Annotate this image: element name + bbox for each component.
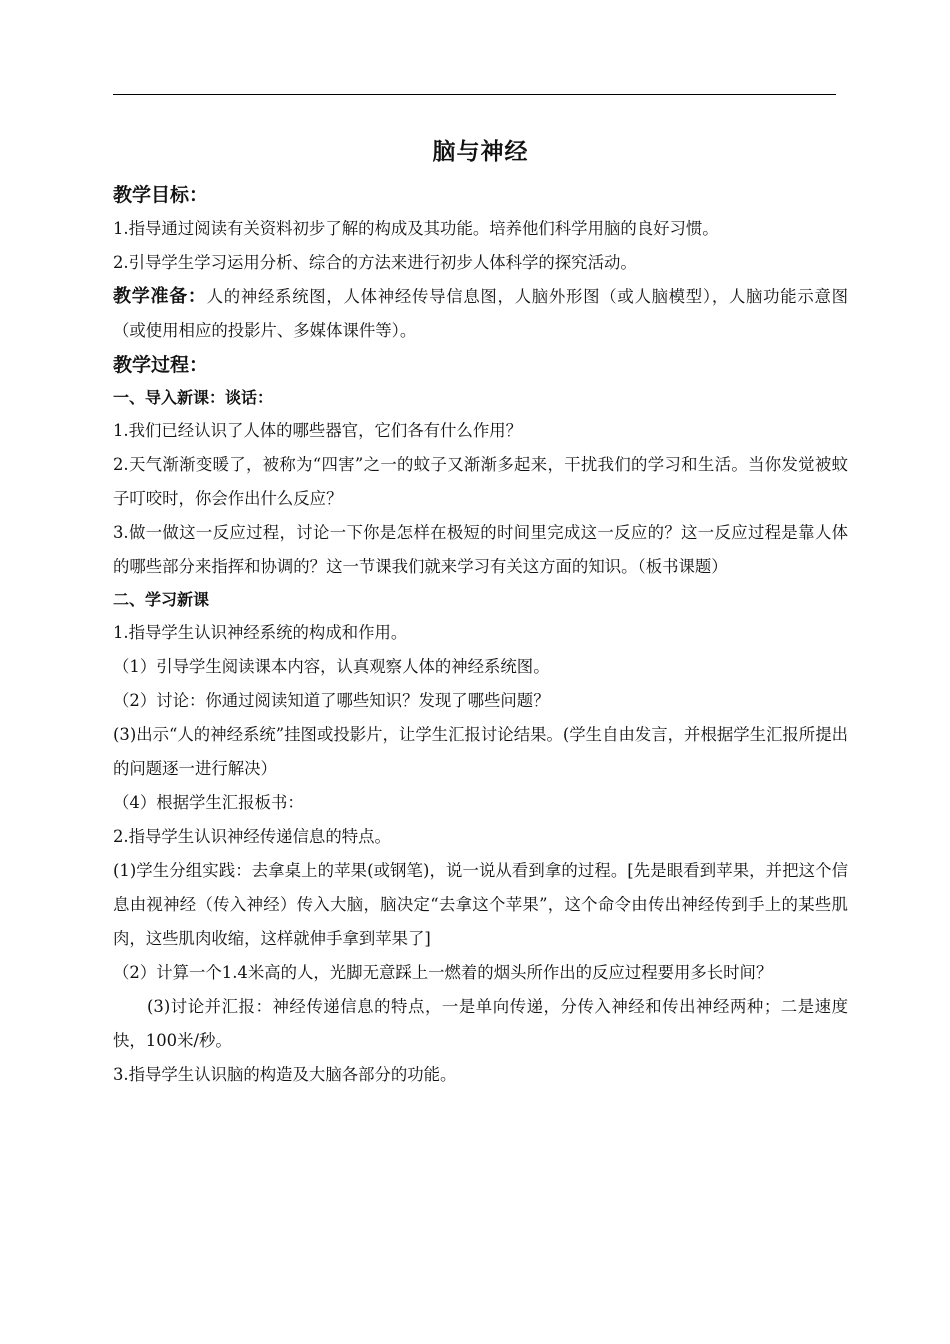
section1-heading: 一、导入新课：谈话： bbox=[113, 388, 274, 407]
section2-item-10: 3.指导学生认识脑的构造及大脑各部分的功能。 bbox=[113, 1065, 457, 1084]
section2-item-8: （2）计算一个1.4米高的人，光脚无意踩上一燃着的烟头所作出的反应过程要用多长时间？ bbox=[113, 963, 773, 982]
section2-item-2: （1）引导学生阅读课本内容，认真观察人体的神经系统图。 bbox=[113, 657, 550, 676]
section2-item-6: 2.指导学生认识神经传递信息的特点。 bbox=[113, 827, 391, 846]
goals-heading: 教学目标： bbox=[113, 184, 209, 206]
section1-item-1: 1.我们已经认识了人体的哪些器官，它们各有什么作用？ bbox=[113, 421, 523, 440]
section2-item-1: 1.指导学生认识神经系统的构成和作用。 bbox=[113, 623, 408, 642]
section2-item-9: (3)讨论并汇报：神经传递信息的特点，一是单向传递，分传入神经和传出神经两种；二是速度快，100米/秒。 bbox=[113, 997, 848, 1050]
prep-label: 教学准备： bbox=[113, 286, 207, 307]
prep-paragraph bbox=[113, 280, 848, 348]
goal-item-1: 1.指导通过阅读有关资料初步了解的构成及其功能。培养他们科学用脑的良好习惯。 bbox=[113, 219, 719, 238]
section2-item-4: (3)出示“人的神经系统”挂图或投影片，让学生汇报讨论结果。(学生自由发言，并根据学生汇报所提出的问题逐一进行解决） bbox=[113, 725, 848, 778]
goal-item-2: 2.引导学生学习运用分析、综合的方法来进行初步人体科学的探究活动。 bbox=[113, 253, 637, 272]
prep-text: 人的神经系统图，人体神经传导信息图，人脑外形图（或人脑模型），人脑功能示意图（或使用相应的投影片、多媒体课件等）。 bbox=[113, 287, 848, 340]
section1-item-3: 3.做一做这一反应过程，讨论一下你是怎样在极短的时间里完成这一反应的？这一反应过程是靠人体的哪些部分来指挥和协调的？这一节课我们就来学习有关这方面的知识。（板书课题） bbox=[113, 523, 848, 576]
header-rule bbox=[113, 94, 836, 95]
process-heading: 教学过程： bbox=[113, 354, 209, 376]
document-title: 脑与神经 bbox=[432, 139, 529, 165]
section2-item-7: (1)学生分组实践：去拿桌上的苹果(或钢笔)，说一说从看到拿的过程。[先是眼看到苹果，并把这个信息由视神经（传入神经）传入大脑，脑决定“去拿这个苹果”，这个命令由传出神经传到手上的某些肌肉，这些肌肉收缩，这样就伸手拿到苹果了] bbox=[113, 861, 848, 948]
section1-item-2: 2.天气渐渐变暖了，被称为“四害”之一的蚊子又渐渐多起来，干扰我们的学习和生活。当你发觉被蚊子叮咬时，你会作出什么反应？ bbox=[113, 455, 848, 508]
section2-item-3: （2）讨论：你通过阅读知道了哪些知识？发现了哪些问题？ bbox=[113, 691, 550, 710]
section2-item-5: （4）根据学生汇报板书： bbox=[113, 793, 304, 812]
document-body bbox=[113, 122, 848, 1092]
section2-heading: 二、学习新课 bbox=[113, 590, 210, 609]
